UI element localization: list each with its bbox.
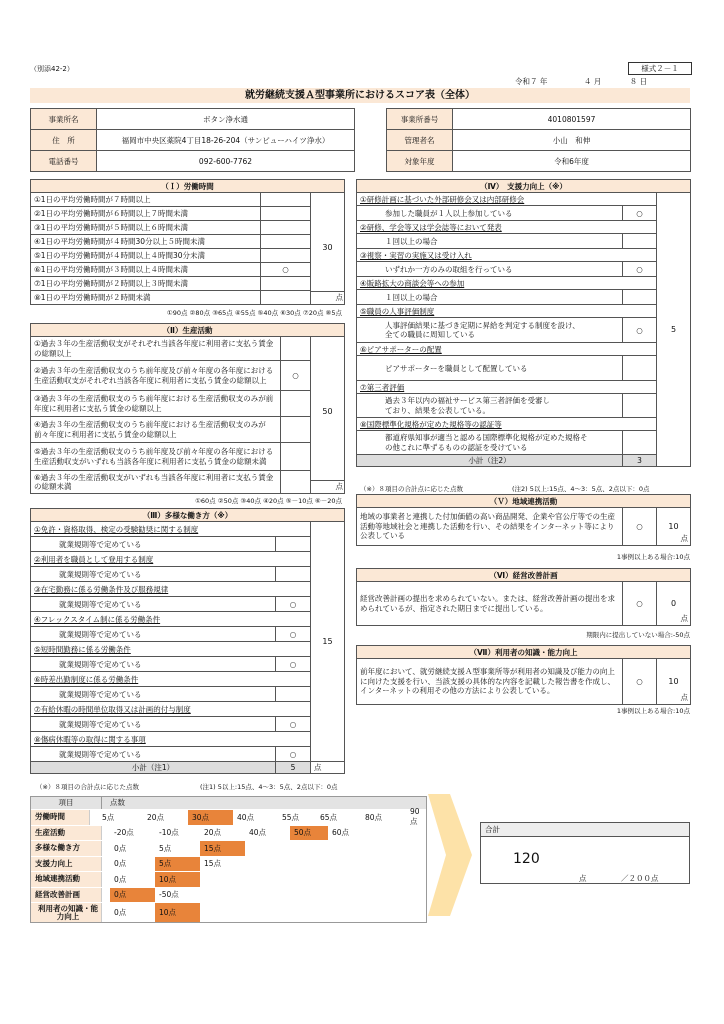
list-item-heading: ①研修計画に基づいた外部研修会又は内部研修会 xyxy=(357,193,657,206)
section-user-skill-improvement xyxy=(356,645,691,705)
list-item-detail: 就業規則等で定めている xyxy=(31,687,276,702)
list-item-heading: ⑧傷病休暇等の取得に関する事項 xyxy=(31,732,311,747)
check-mark xyxy=(623,394,657,418)
score-value: 15 xyxy=(311,522,345,762)
list-item-detail: 就業規則等で定めている xyxy=(31,627,276,642)
scoring-note: (注1) 5以上:15点、4～3：5点、2点以下：0点 xyxy=(200,783,338,791)
list-item-detail: ピアサポーターを職員として配置している xyxy=(357,356,623,381)
manager-label: 管理者名 xyxy=(387,130,453,151)
score-unit: 点 xyxy=(680,534,689,543)
section-title: （Ⅲ）多様な働き方（※） xyxy=(31,509,345,522)
scoring-note: ①60点 ②50点 ③40点 ④20点 ⑤－10点 ⑥－20点 xyxy=(195,497,342,505)
summary-points-cell: 5点 xyxy=(102,812,115,822)
check-mark xyxy=(276,537,311,552)
list-item-detail: 就業規則等で定めている xyxy=(31,567,276,582)
summary-points-cell: -20点 xyxy=(114,828,134,838)
summary-points-cell: 5点 xyxy=(159,843,172,853)
list-item-heading: ③視察・実習の実施又は受け入れ xyxy=(357,249,657,262)
manager-name: 小山 和伸 xyxy=(453,130,691,151)
check-mark xyxy=(276,687,311,702)
section-title: （Ｖ）地域連携活動 xyxy=(357,495,691,508)
summary-row xyxy=(31,856,426,872)
list-item-heading: ④フレックスタイム制に係る労働条件 xyxy=(31,612,311,627)
list-item: ⑤過去３年の生産活動収支のうち前年度及び前々年度の各年度における生産活動収支がいずれも当該各年度に利用者に支払う賃金の総額未満 xyxy=(31,443,281,471)
list-item: ③1日の平均労働時間が５時間以上６時間未満 xyxy=(31,221,261,235)
summary-points-cell: 15点 xyxy=(204,859,222,869)
summary-points-cell: 0点 xyxy=(114,859,127,869)
summary-points-cell: 0点 xyxy=(110,888,155,903)
summary-points-cell: 55点 xyxy=(282,812,300,822)
check-mark: ○ xyxy=(276,717,311,732)
section-production-activity xyxy=(30,323,345,494)
check-mark: ○ xyxy=(276,747,311,762)
score-unit: 点 xyxy=(311,480,345,493)
annex-label: （別添42-2） xyxy=(30,65,74,73)
criteria-text: 前年度において、就労継続支援Ａ型事業所等が利用者の知識及び能力の向上に向けた支援を行い、当該支援の具体的な内容を記載した報告書を作成し、インターネットの利用その他の方法により公表している。 xyxy=(357,659,623,705)
summary-header-points: 点数 xyxy=(110,798,125,807)
score-value: 0 xyxy=(670,599,677,608)
criteria-text: 経営改善計画の提出を求められていない。または、経営改善計画の提出を求められているが、指定された期日までに提出している。 xyxy=(357,582,623,626)
check-mark xyxy=(623,290,657,305)
address-label: 住 所 xyxy=(31,130,97,151)
summary-row xyxy=(31,840,426,856)
summary-points-cell: 80点 xyxy=(365,812,383,822)
page-title: 就労継続支援Ａ型事業所におけるスコア表（全体） xyxy=(30,88,690,103)
list-item: ①過去３年の生産活動収支がそれぞれ当該各年度に利用者に支払う賃金の総額以上 xyxy=(31,337,281,361)
summary-row-label: 利用者の知識・能力向上 xyxy=(31,903,102,922)
facility-number-label: 事業所番号 xyxy=(387,109,453,130)
score-value: 50 xyxy=(322,407,333,416)
summary-row xyxy=(31,825,426,841)
list-item: ⑧1日の平均労働時間が２時間未満 xyxy=(31,291,261,305)
section-support-capacity xyxy=(356,179,691,467)
total-unit: 点 xyxy=(579,874,587,883)
check-mark xyxy=(623,431,657,455)
section-management-improvement xyxy=(356,568,691,626)
list-item-detail: 人事評価結果に基づき定期に昇給を判定する制度を設け、全ての職員に周知している xyxy=(357,318,623,343)
summary-points-cell: -10点 xyxy=(159,828,179,838)
list-item-detail: いずれか一方のみの取組を行っている xyxy=(357,262,623,277)
summary-points-cell: 15点 xyxy=(200,841,245,856)
summary-points-cell: 65点 xyxy=(320,812,338,822)
total-value: 120 xyxy=(513,851,540,867)
check-mark xyxy=(623,234,657,249)
phone-number: 092-600-7762 xyxy=(97,151,355,172)
list-item: ④1日の平均労働時間が４時間30分以上５時間未満 xyxy=(31,235,261,249)
check-mark: ○ xyxy=(623,659,657,705)
score-unit: 点 xyxy=(680,693,689,702)
list-item-heading: ⑧国際標準化規格が定めた規格等の認証等 xyxy=(357,418,657,431)
date-day: ８ xyxy=(629,77,638,86)
facility-number: 4010801597 xyxy=(453,109,691,130)
summary-row-label: 生産活動 xyxy=(31,826,102,841)
scoring-note: （※）８項目の合計点に応じた点数 xyxy=(36,783,139,791)
report-date: 令和７ 年 ４ 月 ８ 日 xyxy=(515,77,648,86)
summary-row xyxy=(31,887,426,903)
list-item: ②1日の平均労働時間が６時間以上７時間未満 xyxy=(31,207,261,221)
target-year-label: 対象年度 xyxy=(387,151,453,172)
list-item-detail: 都道府県知事が適当と認める国際標準化規格が定めた規格その他これに準ずるものの認証を受けている xyxy=(357,431,623,455)
summary-points-cell: 40点 xyxy=(237,812,255,822)
list-item-heading: ⑦有給休暇の時間単位取得又は計画的付与制度 xyxy=(31,702,311,717)
scoring-note: 期限内に提出していない場合:-50点 xyxy=(586,631,690,639)
date-month: ４ xyxy=(583,77,592,86)
check-mark xyxy=(276,567,311,582)
scoring-note: （※）８項目の合計点に応じた点数 xyxy=(360,485,463,493)
score-unit: 点 xyxy=(680,614,689,623)
summary-points-cell: 20点 xyxy=(204,828,222,838)
list-item: ②過去３年の生産活動収支のうち前年度及び前々年度の各年度における生産活動収支がそれぞれ当該各年度に利用者に支払う賃金の総額以上 xyxy=(31,361,281,391)
summary-row-label: 地域連携活動 xyxy=(31,872,102,887)
list-item-detail: 参加した職員が１人以上参加している xyxy=(357,206,623,221)
score-unit: 点 xyxy=(311,762,345,774)
summary-points-cell: 60点 xyxy=(332,828,350,838)
list-item-heading: ⑥時差出勤制度に係る労働条件 xyxy=(31,672,311,687)
summary-row xyxy=(31,809,426,825)
list-item-heading: ②利用者を職員として登用する制度 xyxy=(31,552,311,567)
summary-points-cell: 0点 xyxy=(114,908,127,917)
summary-row-label: 労働時間 xyxy=(31,810,90,825)
list-item-detail: 就業規則等で定めている xyxy=(31,717,276,732)
facility-info-table xyxy=(30,108,691,172)
summary-row xyxy=(31,902,426,922)
list-item-heading: ②研修、学会等又は学会誌等において発表 xyxy=(357,221,657,234)
list-item-detail: １回以上の場合 xyxy=(357,290,623,305)
summary-points-cell: 50点 xyxy=(290,826,328,841)
scoring-note: (注2) 5以上:15点、4～3：5点、2点以下：0点 xyxy=(512,485,650,493)
list-item-heading: ③在宅勤務に係る労働条件及び服務規律 xyxy=(31,582,311,597)
summary-row xyxy=(31,871,426,887)
summary-points-cell: 30点 xyxy=(188,810,233,825)
check-mark: ○ xyxy=(623,318,657,343)
score-value: 10 xyxy=(668,677,679,686)
scoring-note: 1事例以上ある場合:10点 xyxy=(616,707,690,715)
summary-row-label: 経営改善計画 xyxy=(31,888,102,903)
score-value: 5 xyxy=(657,193,691,467)
summary-points-cell: 0点 xyxy=(114,874,127,884)
section-working-hours xyxy=(30,179,345,305)
score-value: 30 xyxy=(322,243,333,252)
section-title: （Ⅳ） 支援力向上（※） xyxy=(357,180,691,193)
list-item-detail: １回以上の場合 xyxy=(357,234,623,249)
check-mark: ○ xyxy=(276,627,311,642)
list-item: ④過去３年の生産活動収支のうち前年度における生産活動収支のみが前々年度に利用者に支払う賃金の総額以上 xyxy=(31,417,281,443)
date-era: 令和７ xyxy=(515,77,538,86)
check-mark: ○ xyxy=(623,508,657,546)
arrow-icon xyxy=(428,794,474,916)
list-item-heading: ⑥ピアサポーターの配置 xyxy=(357,343,657,356)
score-summary-grid xyxy=(30,796,427,923)
section-title: （Ⅶ）利用者の知識・能力向上 xyxy=(357,646,691,659)
list-item: ①1日の平均労働時間が７時間以上 xyxy=(31,193,261,207)
check-mark: ○ xyxy=(623,206,657,221)
check-mark: ○ xyxy=(623,582,657,626)
subtotal-value: 5 xyxy=(276,762,311,774)
section-title: （Ⅱ）生産活動 xyxy=(31,324,345,337)
score-unit: 点 xyxy=(311,291,345,304)
check-mark xyxy=(623,356,657,381)
summary-points-cell: 90点 xyxy=(410,807,420,827)
phone-label: 電話番号 xyxy=(31,151,97,172)
summary-row-label: 支援力向上 xyxy=(31,857,102,872)
check-mark: ○ xyxy=(261,263,311,277)
summary-points-cell: -50点 xyxy=(159,890,179,900)
list-item: ③過去３年の生産活動収支のうち前年度における生産活動収支のみが前年度に利用者に支払う賃金の総額以上 xyxy=(31,391,281,417)
list-item-heading: ⑦第三者評価 xyxy=(357,381,657,394)
list-item-heading: ⑤短時間勤務に係る労働条件 xyxy=(31,642,311,657)
list-item: ⑦1日の平均労働時間が２時間以上３時間未満 xyxy=(31,277,261,291)
list-item-heading: ④販路拡大の商談会等への参加 xyxy=(357,277,657,290)
summary-points-cell: 10点 xyxy=(155,872,200,887)
list-item-detail: 就業規則等で定めている xyxy=(31,597,276,612)
scoring-note: ①90点 ②80点 ③65点 ④55点 ⑤40点 ⑥30点 ⑦20点 ⑧5点 xyxy=(166,309,342,317)
summary-points-cell: 10点 xyxy=(155,903,200,922)
list-item: ⑥過去３年の生産活動収支がいずれも当該各年度に利用者に支払う賃金の総額未満 xyxy=(31,471,281,494)
total-label: 合計 xyxy=(481,823,689,837)
list-item: ⑥1日の平均労働時間が３時間以上４時間未満 xyxy=(31,263,261,277)
facility-name: ボタン浄水通 xyxy=(97,109,355,130)
section-title: （Ｉ）労働時間 xyxy=(31,180,345,193)
check-mark: ○ xyxy=(281,361,311,391)
check-mark: ○ xyxy=(276,657,311,672)
summary-points-cell: 0点 xyxy=(114,843,127,853)
section-regional-collaboration xyxy=(356,494,691,546)
subtotal-label: 小計（注1） xyxy=(31,762,276,774)
scoring-note: 1事例以上ある場合:10点 xyxy=(616,553,690,561)
list-item-detail: 就業規則等で定めている xyxy=(31,537,276,552)
check-mark: ○ xyxy=(623,262,657,277)
check-mark: ○ xyxy=(276,597,311,612)
section-diverse-work-styles xyxy=(30,508,345,774)
summary-row-label: 多様な働き方 xyxy=(31,841,102,856)
section-title: （Ⅵ）経営改善計画 xyxy=(357,569,691,582)
list-item-heading: ①免許・資格取得、検定の受験勧奨に関する制度 xyxy=(31,522,311,537)
facility-name-label: 事業所名 xyxy=(31,109,97,130)
address: 福岡市中央区薬院4丁目18-26-204（サンビューハイツ浄水） xyxy=(97,130,355,151)
summary-points-cell: 5点 xyxy=(155,857,200,872)
form-number: 様式２－１ xyxy=(628,62,692,75)
summary-header-item: 項目 xyxy=(31,797,102,809)
list-item-detail: 過去３年以内の福祉サービス第三者評価を受審しており、結果を公表している。 xyxy=(357,394,623,418)
criteria-text: 地域の事業者と連携した付加価値の高い商品開発、企業や官公庁等での生産活動等地域社会と連携した活動を行い、その結果をインターネット等により公表している xyxy=(357,508,623,546)
score-value: 10 xyxy=(668,522,679,531)
list-item-detail: 就業規則等で定めている xyxy=(31,657,276,672)
target-year: 令和6年度 xyxy=(453,151,691,172)
list-item-detail: 就業規則等で定めている xyxy=(31,747,276,762)
list-item: ⑤1日の平均労働時間が４時間以上４時間30分未満 xyxy=(31,249,261,263)
subtotal-value: 3 xyxy=(623,455,657,467)
list-item-heading: ⑤職員の人事評価制度 xyxy=(357,305,657,318)
total-score-box xyxy=(480,822,690,884)
summary-points-cell: 40点 xyxy=(249,828,267,838)
total-max: ／２００点 xyxy=(621,874,659,883)
subtotal-label: 小計（注2） xyxy=(357,455,623,467)
summary-points-cell: 20点 xyxy=(147,812,165,822)
